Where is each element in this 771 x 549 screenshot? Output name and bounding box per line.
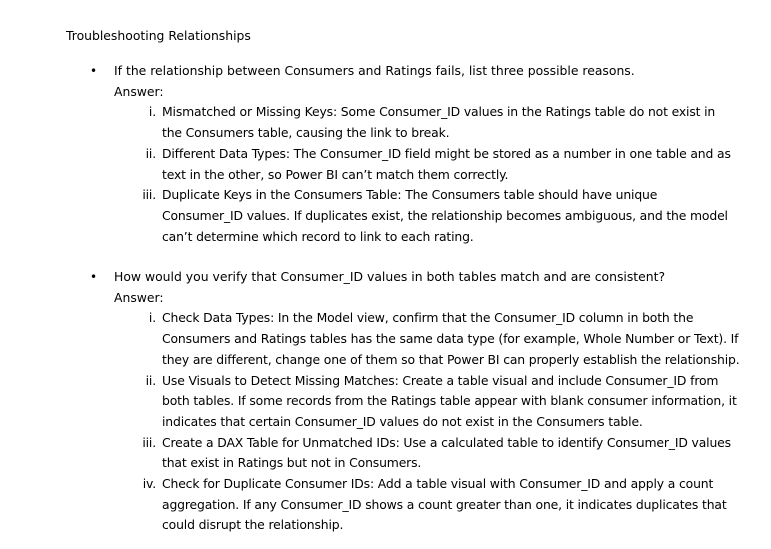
question-block-1 <box>90 61 750 247</box>
answer-item-text: Mismatched or Missing Keys: Some Consumer_ID values in the Ratings table do not exist in the Consumers table, causing the link to break. <box>162 104 716 141</box>
list-number: ii. <box>145 145 156 161</box>
section-heading: Troubleshooting Relationships <box>66 28 251 43</box>
list-number: iii. <box>142 434 156 450</box>
answer-label: Answer: <box>114 289 164 305</box>
list-number: i. <box>148 104 156 120</box>
answer-item <box>142 185 732 247</box>
answer-item-text: Duplicate Keys in the Consumers Table: The Consumers table should have unique Consumer_ID values. If duplicates exist, the relationship becomes ambiguous, and the model can’t determine which record to link to each rating. <box>162 187 728 244</box>
answer-list <box>90 102 750 247</box>
answer-item <box>142 433 742 474</box>
answer-item-text: Check for Duplicate Consumer IDs: Add a table visual with Consumer_ID and apply a count aggregation. If any Consumer_ID shows a count greater than one, it indicates duplicates that could disrupt the relationship. <box>162 476 727 533</box>
bullet-icon: • <box>90 64 98 78</box>
list-number: iv. <box>142 476 156 492</box>
answer-item <box>148 102 732 143</box>
bullet-icon: • <box>90 270 98 284</box>
list-number: iii. <box>142 187 156 203</box>
answer-item <box>145 371 742 433</box>
answer-item <box>145 144 732 185</box>
list-number: i. <box>148 310 156 326</box>
answer-label: Answer: <box>114 83 164 99</box>
answer-item-text: Create a DAX Table for Unmatched IDs: Use a calculated table to identify Consumer_ID values that exist in Ratings but not in Consumers. <box>162 434 731 471</box>
answer-item-text: Check Data Types: In the Model view, confirm that the Consumer_ID column in both the Consumers and Ratings tables has the same data type (for example, Whole Number or Text). If they are different, change one of them so that Power BI can properly establish the relationship. <box>162 310 740 367</box>
answer-item-text: Use Visuals to Detect Missing Matches: Create a table visual and include Consumer_ID from both tables. If some records from the Ratings table appear with blank consumer information, it indicates that certain Consumer_ID values do not exist in the Consumers table. <box>162 372 737 429</box>
question-text: How would you verify that Consumer_ID values in both tables match and are consistent? <box>114 269 666 284</box>
list-number: ii. <box>145 372 156 388</box>
question-block-2 <box>90 267 750 536</box>
answer-item <box>148 308 742 370</box>
answer-list <box>90 308 750 536</box>
answer-item <box>142 474 742 536</box>
answer-item-text: Different Data Types: The Consumer_ID field might be stored as a number in one table and as text in the other, so Power BI can’t match them correctly. <box>162 145 731 182</box>
question-text: If the relationship between Consumers and Ratings fails, list three possible reasons. <box>114 63 635 78</box>
